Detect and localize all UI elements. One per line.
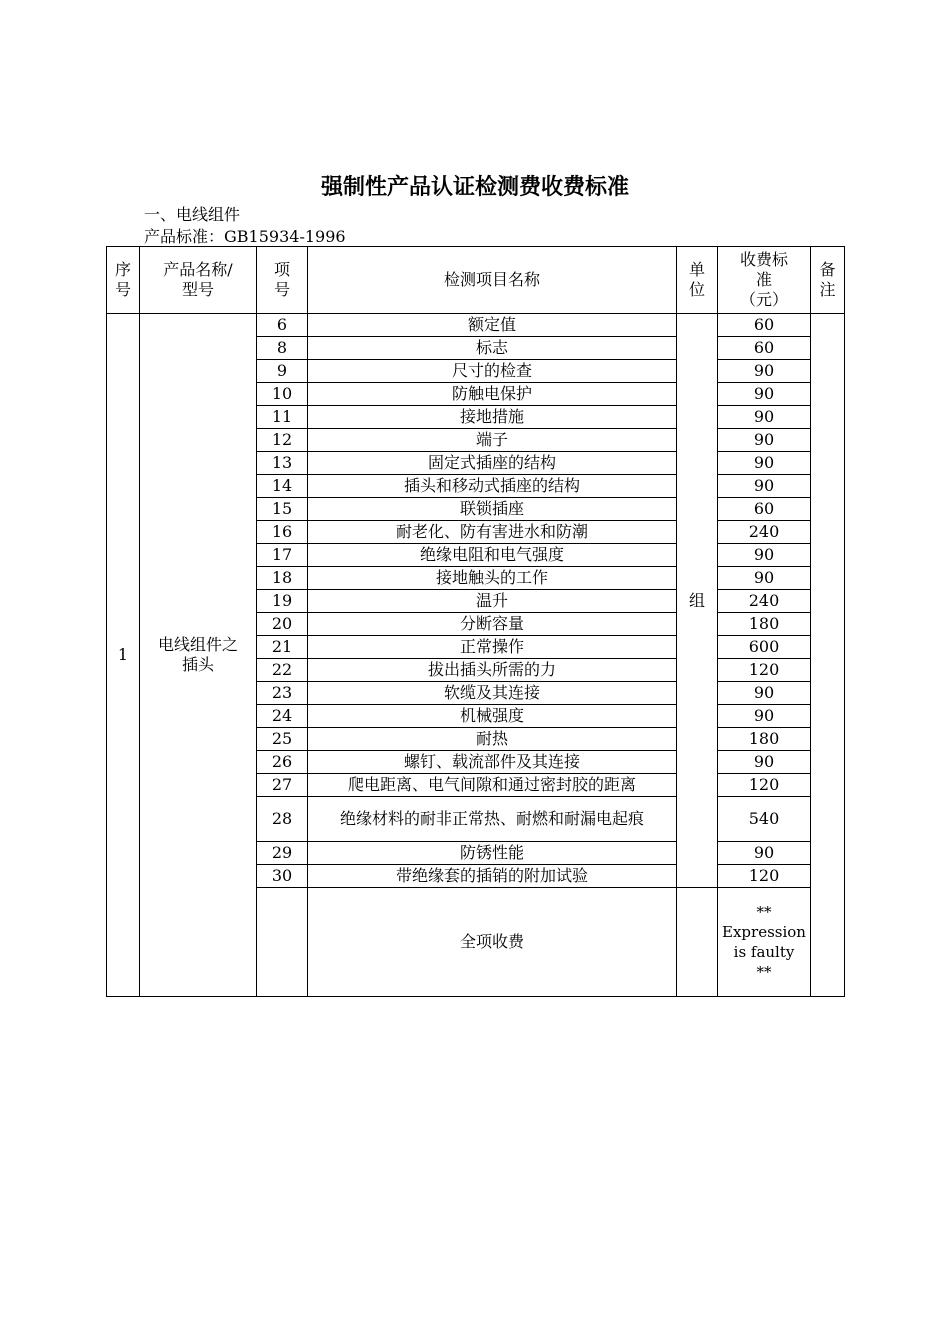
section-heading: 一、电线组件 — [144, 205, 241, 224]
item-no-cell: 30 — [257, 865, 308, 888]
table-body — [107, 314, 845, 997]
item-no-cell: 8 — [257, 337, 308, 360]
item-name-cell: 耐热 — [308, 728, 677, 751]
item-no-cell: 25 — [257, 728, 308, 751]
item-name-cell: 额定值 — [308, 314, 677, 337]
item-name-cell: 带绝缘套的插销的附加试验 — [308, 865, 677, 888]
fee-cell: 120 — [718, 659, 811, 682]
header-fee: 收费标 准 （元） — [718, 247, 811, 314]
item-name-cell: 防触电保护 — [308, 383, 677, 406]
item-no-cell: 28 — [257, 797, 308, 842]
item-no-cell: 18 — [257, 567, 308, 590]
product-standard: 产品标准：GB15934-1996 — [144, 227, 346, 246]
item-no-cell: 19 — [257, 590, 308, 613]
fee-cell: 120 — [718, 774, 811, 797]
document-title: 强制性产品认证检测费收费标准 — [320, 175, 629, 200]
header-seq: 序 号 — [107, 247, 140, 314]
header-remark: 备 注 — [811, 247, 845, 314]
unit-cell: 组 — [677, 314, 718, 888]
item-name-cell: 联锁插座 — [308, 498, 677, 521]
item-no-cell: 6 — [257, 314, 308, 337]
item-name-cell: 软缆及其连接 — [308, 682, 677, 705]
item-name-cell: 尺寸的检查 — [308, 360, 677, 383]
item-name-cell: 爬电距离、电气间隙和通过密封胶的距离 — [308, 774, 677, 797]
fee-cell: 240 — [718, 521, 811, 544]
item-no-cell: 21 — [257, 636, 308, 659]
remark-cell — [811, 314, 845, 997]
item-name-cell: 防锈性能 — [308, 842, 677, 865]
fee-table — [106, 246, 845, 997]
item-name-cell: 分断容量 — [308, 613, 677, 636]
fee-cell: 600 — [718, 636, 811, 659]
total-unit-cell — [677, 888, 718, 997]
item-no-cell: 16 — [257, 521, 308, 544]
item-name-cell: 绝缘材料的耐非正常热、耐燃和耐漏电起痕 — [308, 797, 677, 842]
fee-cell: 180 — [718, 613, 811, 636]
header-unit: 单 位 — [677, 247, 718, 314]
item-no-cell: 10 — [257, 383, 308, 406]
item-no-cell: 20 — [257, 613, 308, 636]
item-no-cell: 23 — [257, 682, 308, 705]
item-name-cell: 接地触头的工作 — [308, 567, 677, 590]
fee-cell: 90 — [718, 475, 811, 498]
fee-cell: 60 — [718, 337, 811, 360]
fee-cell: 90 — [718, 705, 811, 728]
item-no-cell: 12 — [257, 429, 308, 452]
fee-cell: 540 — [718, 797, 811, 842]
total-fee-cell: ** Expression is faulty ** — [718, 888, 811, 997]
item-no-cell: 29 — [257, 842, 308, 865]
fee-cell: 90 — [718, 567, 811, 590]
fee-cell: 60 — [718, 314, 811, 337]
item-name-cell: 固定式插座的结构 — [308, 452, 677, 475]
fee-cell: 120 — [718, 865, 811, 888]
item-no-cell: 17 — [257, 544, 308, 567]
fee-cell: 90 — [718, 406, 811, 429]
item-name-cell: 插头和移动式插座的结构 — [308, 475, 677, 498]
fee-cell: 90 — [718, 842, 811, 865]
table-header — [107, 247, 845, 314]
fee-cell: 90 — [718, 682, 811, 705]
item-no-cell: 11 — [257, 406, 308, 429]
fee-cell: 90 — [718, 360, 811, 383]
item-name-cell: 拔出插头所需的力 — [308, 659, 677, 682]
product-cell: 电线组件之 插头 — [140, 314, 257, 997]
item-no-cell: 22 — [257, 659, 308, 682]
item-no-cell: 14 — [257, 475, 308, 498]
fee-cell: 90 — [718, 544, 811, 567]
header-item-no: 项 号 — [257, 247, 308, 314]
item-no-cell: 13 — [257, 452, 308, 475]
item-name-cell: 绝缘电阻和电气强度 — [308, 544, 677, 567]
item-no-cell: 15 — [257, 498, 308, 521]
item-name-cell: 端子 — [308, 429, 677, 452]
total-name-cell: 全项收费 — [308, 888, 677, 997]
item-no-cell: 27 — [257, 774, 308, 797]
item-no-cell: 26 — [257, 751, 308, 774]
item-name-cell: 标志 — [308, 337, 677, 360]
item-name-cell: 正常操作 — [308, 636, 677, 659]
seq-cell: 1 — [107, 314, 140, 997]
item-no-cell: 9 — [257, 360, 308, 383]
fee-cell: 90 — [718, 452, 811, 475]
header-product: 产品名称/ 型号 — [140, 247, 257, 314]
item-name-cell: 螺钉、载流部件及其连接 — [308, 751, 677, 774]
fee-cell: 60 — [718, 498, 811, 521]
fee-cell: 90 — [718, 751, 811, 774]
item-name-cell: 温升 — [308, 590, 677, 613]
item-no-cell: 24 — [257, 705, 308, 728]
fee-cell: 90 — [718, 429, 811, 452]
table-row — [107, 314, 845, 337]
item-name-cell: 接地措施 — [308, 406, 677, 429]
total-item-no-cell — [257, 888, 308, 997]
fee-cell: 90 — [718, 383, 811, 406]
fee-cell: 240 — [718, 590, 811, 613]
fee-cell: 180 — [718, 728, 811, 751]
item-name-cell: 机械强度 — [308, 705, 677, 728]
header-item-name: 检测项目名称 — [308, 247, 677, 314]
item-name-cell: 耐老化、防有害进水和防潮 — [308, 521, 677, 544]
